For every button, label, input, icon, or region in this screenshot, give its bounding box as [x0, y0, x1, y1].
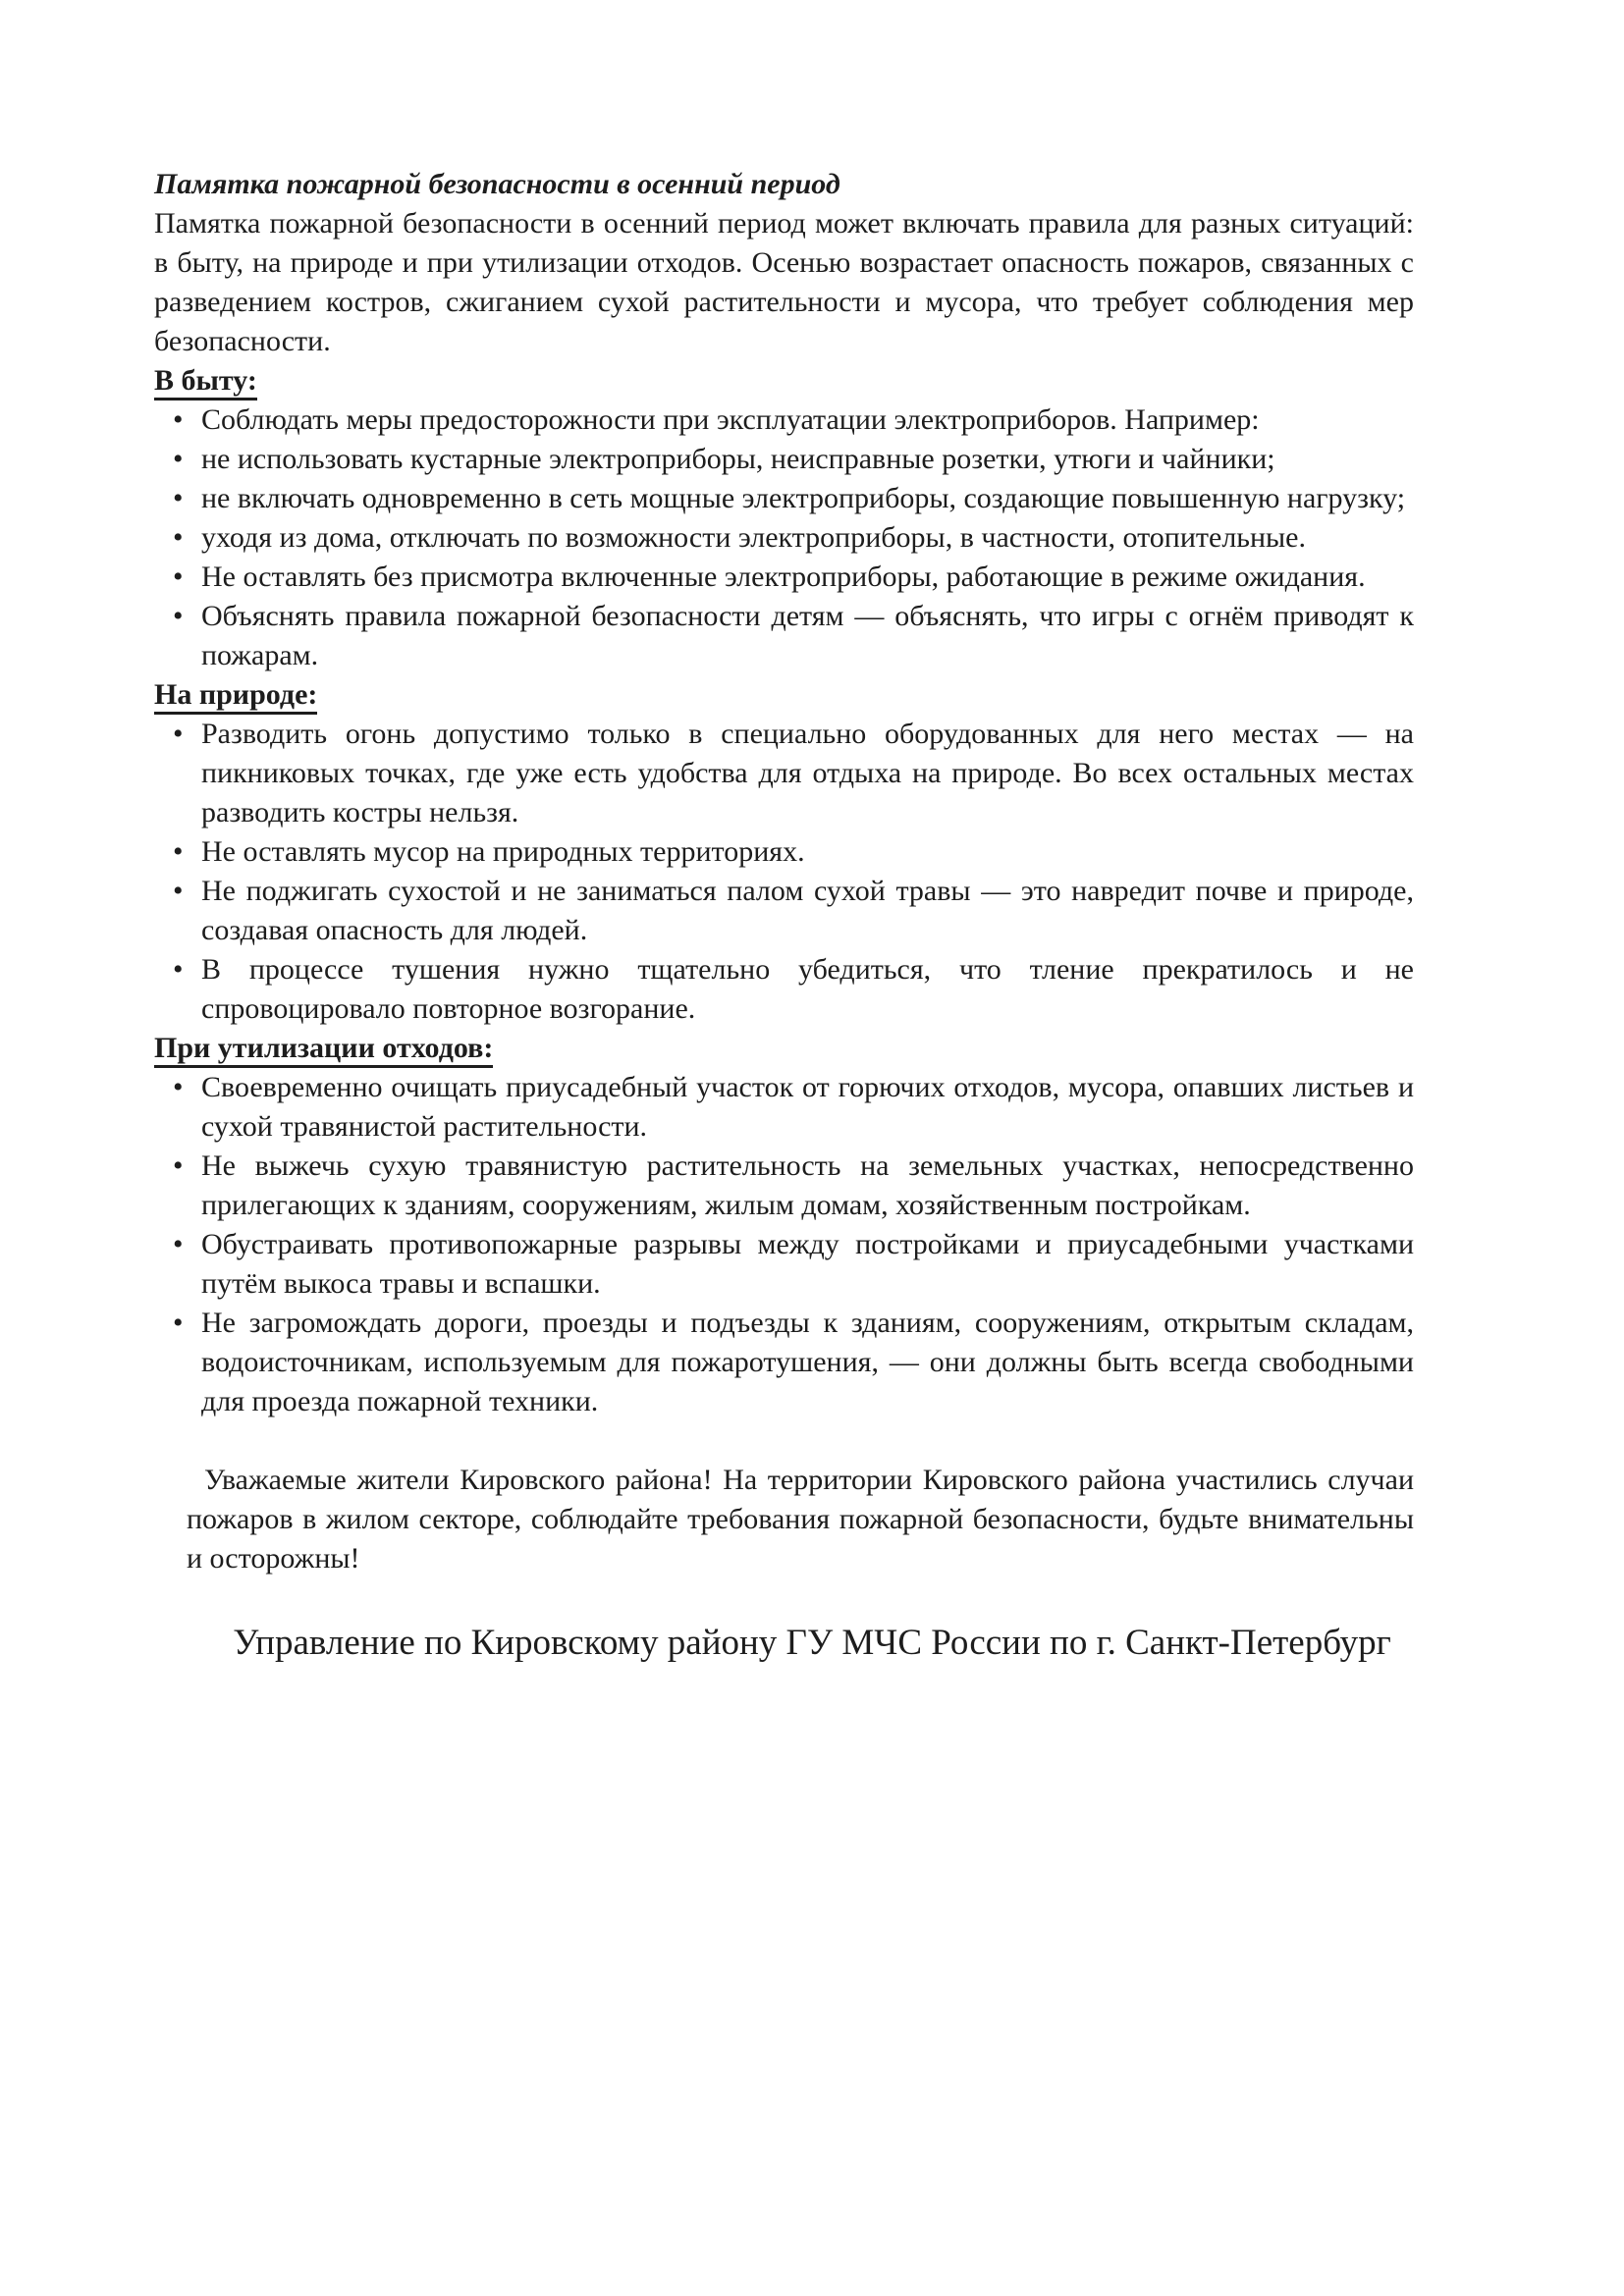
list-item: • Не оставлять мусор на природных территориях.: [154, 832, 1414, 872]
list-item: • Обустраивать противопожарные разрывы между постройками и приусадебными участками путём выкоса травы и вспашки.: [154, 1225, 1414, 1304]
nature-list: [154, 715, 1414, 1029]
waste-list: [154, 1068, 1414, 1421]
household-list: [154, 400, 1414, 675]
list-item: • Не оставлять без присмотра включенные электроприборы, работающие в режиме ожидания.: [154, 558, 1414, 597]
list-item: • Своевременно очищать приусадебный участок от горючих отходов, мусора, опавших листьев и сухой травянистой растительности.: [154, 1068, 1414, 1147]
list-item: • В процессе тушения нужно тщательно убедиться, что тление прекратилось и не спровоцировало повторное возгорание.: [154, 950, 1414, 1029]
intro-paragraph: Памятка пожарной безопасности в осенний период может включать правила для разных ситуаций: в быту, на природе и при утилизации отходов. Осенью возрастает опасность пожаров, связанных с разведением костров, сжиганием сухой растительности и мусора, что требует соблюдения мер безопасности.: [154, 207, 1414, 357]
section-heading-nature: На природе:: [154, 675, 1414, 715]
list-item: • не включать одновременно в сеть мощные электроприборы, создающие повышенную нагрузку;: [154, 479, 1414, 518]
list-item: • Не загромождать дороги, проезды и подъезды к зданиям, сооружениям, открытым складам, водоисточникам, используемым для пожаротушения, — они должны быть всегда свободными для проезда пожарной техники.: [154, 1304, 1414, 1421]
closing-paragraph: Уважаемые жители Кировского района! На территории Кировского района участились случаи пожаров в жилом секторе, соблюдайте требования пожарной безопасности, будьте внимательны и осторожны!: [187, 1464, 1414, 1575]
list-item: • уходя из дома, отключать по возможности электроприборы, в частности, отопительные.: [154, 518, 1414, 558]
list-item: • Не поджигать сухостой и не заниматься палом сухой травы — это навредит почве и природе, создавая опасность для людей.: [154, 872, 1414, 950]
list-item: • не использовать кустарные электроприборы, неисправные розетки, утюги и чайники;: [154, 440, 1414, 479]
section-heading-waste: При утилизации отходов:: [154, 1029, 1414, 1068]
list-item: • Не выжечь сухую травянистую растительность на земельных участках, непосредственно прилегающих к зданиям, сооружениям, жилым домам, хозяйственным постройкам.: [154, 1147, 1414, 1225]
list-item: • Разводить огонь допустимо только в специально оборудованных для него местах — на пикниковых точках, где уже есть удобства для отдыха на природе. Во всех остальных местах разводить костры нельзя.: [154, 715, 1414, 832]
section-heading-household: В быту:: [154, 361, 1414, 400]
document-title: Памятка пожарной безопасности в осенний период: [154, 168, 840, 200]
list-item: • Объяснять правила пожарной безопасности детям — объяснять, что игры с огнём приводят к пожарам.: [154, 597, 1414, 675]
list-item: • Соблюдать меры предосторожности при эксплуатации электроприборов. Например:: [154, 400, 1414, 440]
signature-line: Управление по Кировскому району ГУ МЧС России по г. Санкт-Петербург: [233, 1623, 1391, 1663]
